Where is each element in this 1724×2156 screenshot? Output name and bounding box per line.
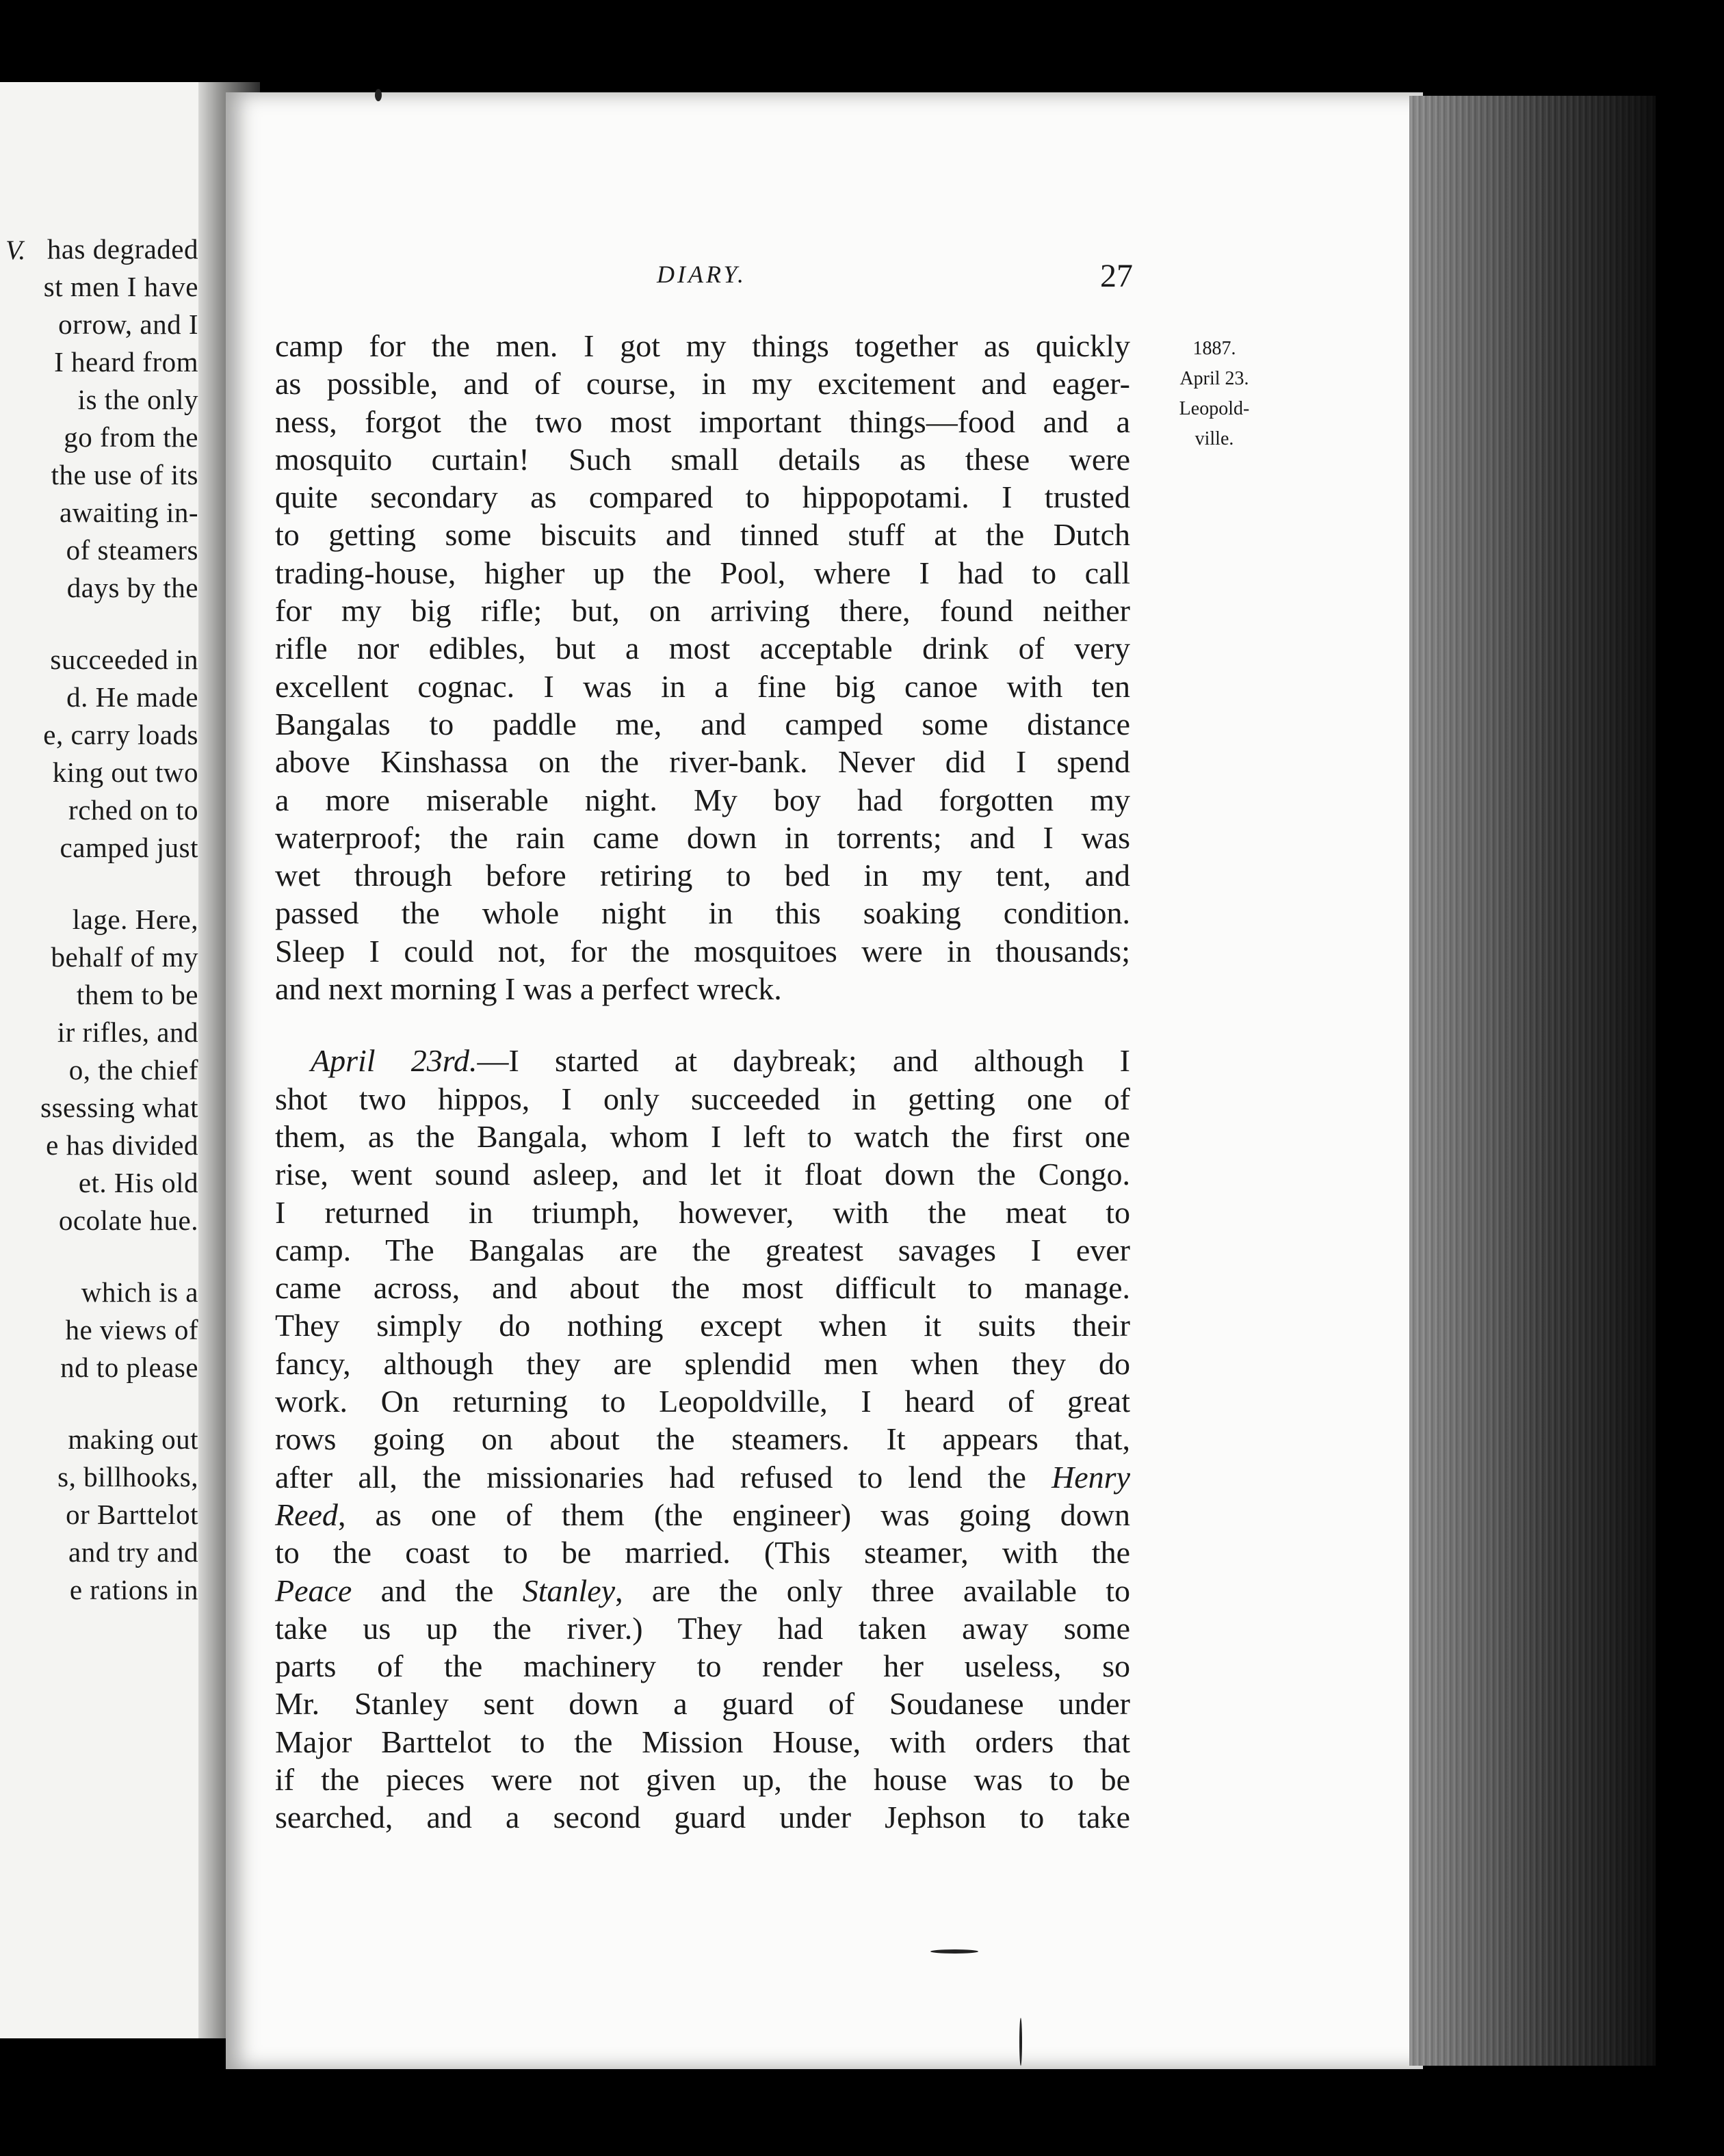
ship-name: Henry [1052, 1459, 1130, 1495]
text-line [275, 1042, 1130, 1079]
text-line: passed the whole night in this soaking condition. [275, 895, 1130, 931]
text-line: searched, and a second guard under Jephson to take [275, 1800, 1130, 1835]
scan-speck [930, 1949, 978, 1954]
text-line: work. On returning to Leopoldville, I heard of great [275, 1384, 1130, 1419]
left-facing-page [0, 82, 198, 2038]
ship-name: Reed [275, 1497, 338, 1532]
left-text-line: the use of its [51, 459, 198, 490]
text-line: parts of the machinery to render her useless, so [275, 1648, 1130, 1684]
scan-speck [1019, 2018, 1022, 2066]
text-line: them, as the Bangala, whom I left to watch the first one [275, 1118, 1130, 1154]
text-line: take us up the river.) They had taken away some [275, 1610, 1130, 1646]
paragraph-2 [275, 1042, 1130, 1836]
left-text-line: lage. Here, [72, 904, 198, 935]
left-text-line: making out [68, 1423, 198, 1455]
text-line: to getting some biscuits and tinned stuff at the Dutch [275, 517, 1130, 553]
text-run: —I started at daybreak; and although I [477, 1043, 1130, 1079]
margin-note-date: April 23. [1179, 368, 1249, 389]
text-line: trading-house, higher up the Pool, where I had to call [275, 555, 1130, 590]
left-text-line: succeeded in [50, 644, 198, 675]
paragraph-gap [275, 1008, 1130, 1042]
text-line: rows going on about the steamers. It appears that, [275, 1421, 1130, 1457]
text-line: fancy, although they are splendid men when they do [275, 1345, 1130, 1381]
text-line: and next morning I was a perfect wreck. [275, 971, 782, 1007]
text-line: Major Barttelot to the Mission House, with orders that [275, 1724, 1130, 1759]
left-text-line: I heard from [54, 346, 198, 378]
left-text-line: days by the [66, 572, 198, 603]
left-text-line: e, carry loads [43, 719, 198, 750]
page-number: 27 [1100, 258, 1133, 294]
text-line: if the pieces were not given up, the house was to be [275, 1761, 1130, 1797]
left-text-line: of steamers [66, 534, 198, 566]
text-line: rifle nor edibles, but a most acceptable drink of very [275, 631, 1130, 666]
left-text-line: o, the chief [68, 1054, 198, 1086]
body-text [275, 327, 1130, 1837]
left-text-line: awaiting in- [60, 497, 198, 528]
margin-note-year: 1887. [1192, 338, 1236, 359]
text-line: rise, went sound asleep, and let it float down the Congo. [275, 1157, 1130, 1192]
text-line [275, 1572, 1130, 1609]
paragraph-1 [275, 327, 1130, 1008]
margin-note-place-cont: ville. [1194, 428, 1234, 449]
paragraph-2-lines-b [275, 1609, 1130, 1837]
left-text-line: ocolate hue. [58, 1205, 198, 1236]
left-text-line: e rations in [69, 1574, 198, 1605]
ship-name: Stanley [522, 1573, 616, 1608]
left-text-line: has degraded [47, 233, 198, 265]
page-fore-edge [1409, 96, 1656, 2066]
text-line: wet through before retiring to bed in my tent, and [275, 858, 1130, 893]
text-line: camp. The Bangalas are the greatest savages I ever [275, 1232, 1130, 1267]
text-line: They simply do nothing except when it suits their [275, 1308, 1130, 1343]
left-page-running-head: V. [5, 235, 26, 265]
left-text-line: them to be [76, 979, 198, 1010]
left-text-line: is the only [77, 384, 198, 415]
left-text-line: and try and [68, 1536, 198, 1568]
left-text-line: he views of [65, 1314, 198, 1345]
left-text-line: go from the [64, 421, 198, 453]
left-text-line: ssessing what [40, 1092, 198, 1123]
ship-name: Peace [275, 1573, 352, 1608]
text-line: as possible, and of course, in my excitement and eager- [275, 366, 1130, 402]
text-line: Bangalas to paddle me, and camped some distance [275, 706, 1130, 741]
left-text-line: nd to please [60, 1352, 198, 1383]
left-text-line: rched on to [68, 794, 198, 826]
text-line [275, 1458, 1130, 1496]
left-text-line: king out two [52, 757, 198, 788]
text-run: , as one of them (the engineer) was going down [337, 1497, 1130, 1532]
text-line: a more miserable night. My boy had forgotten my [275, 782, 1130, 817]
left-text-line: st men I have [43, 271, 198, 302]
left-text-line: ir rifles, and [57, 1016, 198, 1048]
left-text-line: d. He made [66, 681, 198, 713]
margin-note [1156, 334, 1272, 454]
text-line: excellent cognac. I was in a fine big canoe with ten [275, 668, 1130, 704]
text-run: and the [352, 1573, 523, 1608]
left-text-line: camped just [60, 832, 198, 863]
margin-note-place: Leopold- [1179, 398, 1250, 419]
paragraph-2-lines-a [275, 1080, 1130, 1458]
text-line [275, 1496, 1130, 1534]
text-line: camp for the men. I got my things together as quickly [275, 328, 1130, 363]
left-text-line: behalf of my [51, 941, 198, 973]
text-line: Sleep I could not, for the mosquitoes were in thousands; [275, 933, 1130, 969]
left-text-line: e has divided [46, 1129, 198, 1161]
text-run: after all, the missionaries had refused to lend the [275, 1459, 1052, 1495]
left-text-line: s, billhooks, [57, 1461, 198, 1493]
left-text-line: which is a [81, 1276, 198, 1308]
left-text-line: or Barttelot [66, 1499, 198, 1530]
text-line: Mr. Stanley sent down a guard of Soudanese under [275, 1686, 1130, 1722]
text-line: above Kinshassa on the river-bank. Never did I spend [275, 744, 1130, 780]
text-line: to the coast to be married. (This steamer, with the [275, 1535, 1130, 1570]
text-line: came across, and about the most difficult to manage. [275, 1270, 1130, 1306]
text-run: , are the only three available to [615, 1573, 1130, 1608]
text-line: I returned in triumph, however, with the meat to [275, 1194, 1130, 1230]
scan-speck [375, 89, 382, 101]
text-line: mosquito curtain! Such small details as these were [275, 441, 1130, 477]
entry-date: April 23rd. [311, 1043, 478, 1079]
text-line: quite secondary as compared to hippopotami. I trusted [275, 479, 1130, 515]
left-text-line: orrow, and I [58, 308, 198, 340]
text-line: for my big rifle; but, on arriving there, found neither [275, 593, 1130, 629]
text-line: ness, forgot the two most important things—food and a [275, 404, 1130, 439]
text-line: shot two hippos, I only succeeded in getting one of [275, 1081, 1130, 1116]
left-text-line: et. His old [78, 1167, 198, 1198]
text-line: waterproof; the rain came down in torrents; and I was [275, 819, 1130, 855]
running-head: DIARY. [657, 261, 747, 288]
